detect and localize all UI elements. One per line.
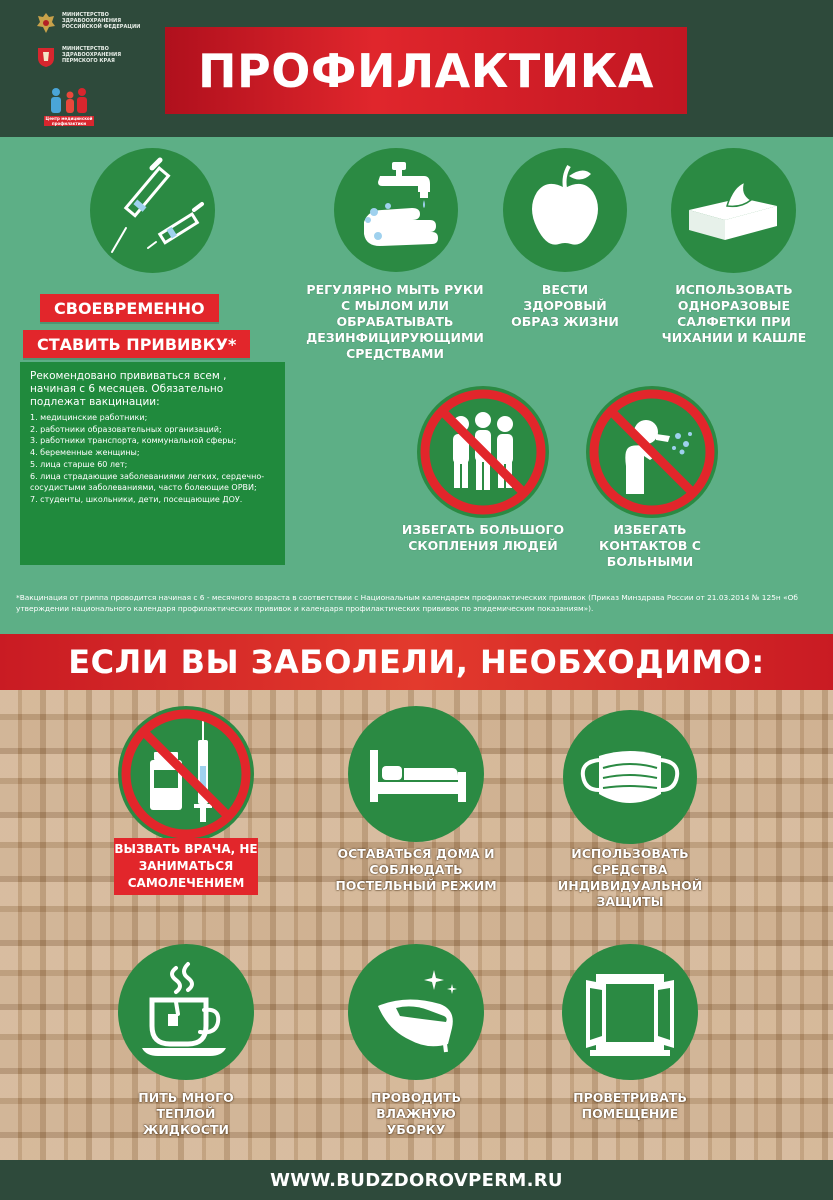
ministry-perm-text: МИНИСТЕРСТВО ЗДРАВООХРАНЕНИЯ ПЕРМСКОГО КРАЯ [62,46,122,64]
list-item: 1. медицинские работники; [30,413,148,422]
tea-cup-icon [118,944,254,1080]
mask-circle [563,710,697,844]
call-doctor-caption: ВЫЗВАТЬ ВРАЧА, НЕ ЗАНИМАТЬСЯ САМОЛЕЧЕНИЕМ [114,838,258,895]
tissue-box-icon [671,148,796,273]
stay-home-caption: ОСТАВАТЬСЯ ДОМА И СОБЛЮДАТЬ ПОСТЕЛЬНЫЙ РЕЖИМ [335,846,497,893]
perm-coat-of-arms-icon [36,46,56,68]
sneezing-person-icon [586,386,718,518]
hand-washing-icon [334,148,458,272]
vaccination-info-box [20,362,285,565]
list-item: 4. беременные женщины; [30,448,140,458]
ministry-perm-logo [36,46,142,68]
list-item: 7. студенты, школьники, дети, посещающие ДОУ. [30,494,243,504]
vaccination-heading-line1: СВОЕВРЕМЕННО [54,299,205,318]
vaccination-footnote: *Вакцинация от гриппа проводится начиная с 6 - месячного возраста в соответствии с Национальным календарем профилактических прививок (Приказ Минздрава России от 21.03.2014 № 125н «Об утверждении национального календаря профилактических прививок и календаря профилактических прививок по эпидемическим показаниям»). [16,593,798,613]
window-circle [562,944,698,1080]
avoid-sick-caption: ИЗБЕГАТЬ КОНТАКТОВ С БОЛЬНЫМИ [599,522,701,569]
ministry-rf-text: МИНИСТЕРСТВО ЗДРАВООХРАНЕНИЯ РОССИЙСКОЙ ФЕДЕРАЦИИ [62,12,141,30]
sneezing-circle [586,386,718,518]
wet-cleaning-caption: ПРОВОДИТЬ ВЛАЖНУЮ УБОРКУ [370,1090,462,1137]
wash-hands-caption: РЕГУЛЯРНО МЫТЬ РУКИ С МЫЛОМ ИЛИ ОБРАБАТЫВАТЬ ДЕЗИНФИЦИРУЮЩИМИ СРЕДСТВАМИ [306,282,484,361]
apple-circle [503,148,627,272]
crowd-circle [417,386,549,518]
open-window-icon [562,944,698,1080]
hand-washing-circle [334,148,458,272]
healthy-lifestyle-caption: ВЕСТИ ЗДОРОВЫЙ ОБРАЗ ЖИЗНИ [511,282,619,329]
prevention-center-logo [44,86,94,128]
footer [0,1160,833,1200]
tissue-box-circle [671,148,796,273]
self-medication-circle [118,706,254,842]
page-title: ПРОФИЛАКТИКА [198,43,654,98]
vaccination-heading-line2: СТАВИТЬ ПРИВИВКУ* [37,335,237,354]
list-item: 5. лица старше 60 лет; [30,459,128,469]
tea-cup-circle [118,944,254,1080]
vaccination-heading [40,294,219,322]
crowd-icon [417,386,549,518]
website-link[interactable]: WWW.BUDZDOROVPERM.RU [270,1169,563,1191]
title-banner [165,27,687,114]
syringe-icon [90,148,215,273]
list-item: 6. лица страдающие заболеваниями легких, сердечно- сосудистыми заболеваниями, часто болеющие ОРВИ; [30,471,265,493]
ventilate-caption: ПРОВЕТРИВАТЬ ПОМЕЩЕНИЕ [573,1090,687,1121]
vaccination-heading-2 [23,330,250,358]
header [0,0,833,137]
self-medication-icon [118,706,254,842]
prevention-center-text: Центр медицинской профилактики [45,116,93,126]
list-item: 2. работники образовательных организаций; [30,424,222,434]
medical-mask-icon [563,710,697,844]
bed-circle [348,706,484,842]
cleaning-circle [348,944,484,1080]
ministry-rf-logo [36,12,142,34]
warm-drinks-caption: ПИТЬ МНОГО ТЕПЛОЙ ЖИДКОСТИ [138,1090,234,1137]
eagle-emblem-icon [36,12,56,34]
vaccination-groups-list [30,412,275,506]
bed-icon [348,706,484,842]
syringe-circle [90,148,215,273]
if-sick-heading: ЕСЛИ ВЫ ЗАБОЛЕЛИ, НЕОБХОДИМО: [68,643,765,681]
family-figures-icon [44,86,94,116]
vaccination-intro: Рекомендовано прививаться всем , начиная с 6 месяцев. Обязательно подлежат вакцинации: [30,370,227,408]
if-sick-banner [0,634,833,690]
list-item: 3. работники транспорта, коммунальной сферы; [30,436,237,446]
protective-gear-caption: ИСПОЛЬЗОВАТЬ СРЕДСТВА ИНДИВИДУАЛЬНОЙ ЗАЩИТЫ [557,846,703,909]
tissues-caption: ИСПОЛЬЗОВАТЬ ОДНОРАЗОВЫЕ САЛФЕТКИ ПРИ ЧИХАНИИ И КАШЛЕ [661,282,807,345]
avoid-crowds-caption: ИЗБЕГАТЬ БОЛЬШОГО СКОПЛЕНИЯ ЛЮДЕЙ [401,522,565,553]
cleaning-cloth-icon [348,944,484,1080]
apple-icon [503,148,627,272]
